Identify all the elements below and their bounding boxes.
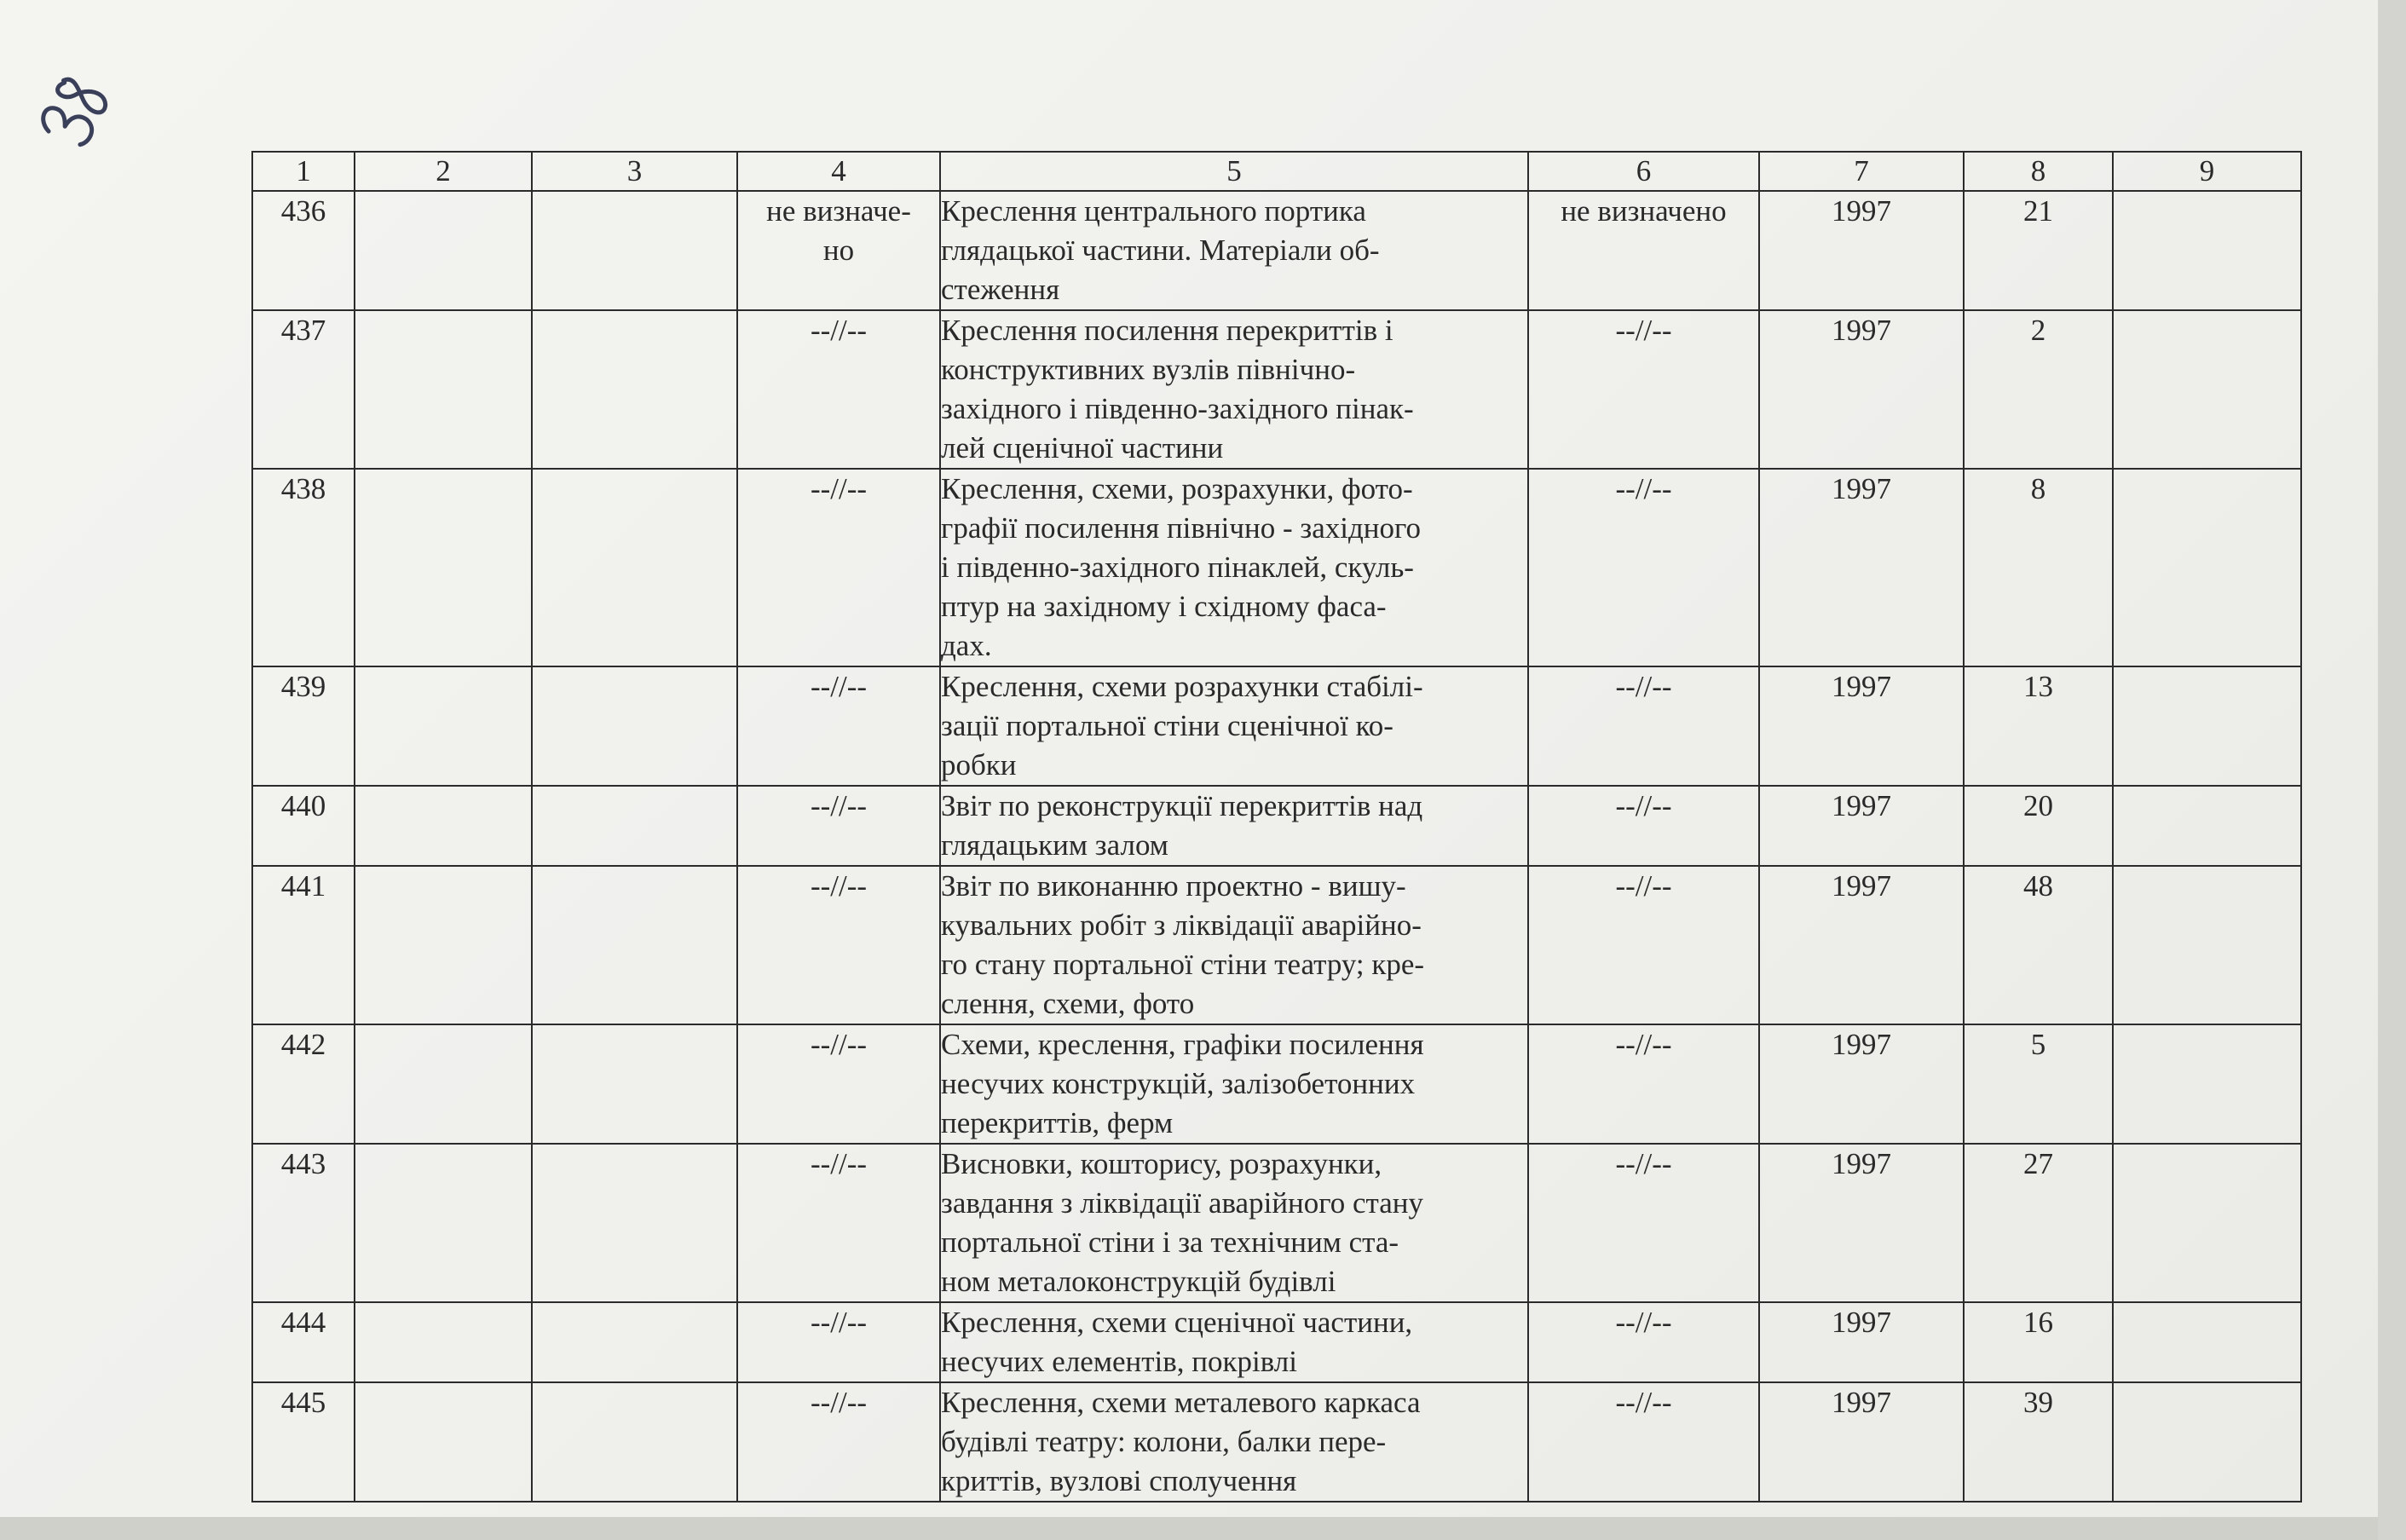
sheet-count: 48	[1964, 866, 2113, 1024]
notes-cell	[2113, 1382, 2301, 1502]
author-cell: --//--	[1528, 469, 1759, 666]
column-number-8: 8	[1964, 152, 2113, 191]
author-cell: --//--	[1528, 1302, 1759, 1382]
record-title: Звіт по виконанню проектно - вишу- кувальних робіт з ліквідації аварійно- го стану портальної стіни театру; кре- слення, схеми, фото	[940, 866, 1528, 1024]
empty-cell-col2	[355, 866, 532, 1024]
record-title: Креслення, схеми сценічної частини, несучих елементів, покрівлі	[940, 1302, 1528, 1382]
table-row	[252, 1382, 2301, 1502]
author-cell: --//--	[1528, 666, 1759, 786]
date-cell: --//--	[737, 1024, 940, 1144]
sheet-count: 21	[1964, 191, 2113, 310]
sheet-count: 39	[1964, 1382, 2113, 1502]
record-title: Висновки, кошторису, розрахунки, завдання з ліквідації аварійного стану портальної стіни і за технічним ста- ном металоконструкцій будівлі	[940, 1144, 1528, 1302]
sheet-count: 13	[1964, 666, 2113, 786]
date-cell: --//--	[737, 866, 940, 1024]
table-row	[252, 310, 2301, 469]
empty-cell-col2	[355, 1144, 532, 1302]
notes-cell	[2113, 786, 2301, 866]
empty-cell-col2	[355, 310, 532, 469]
empty-cell-col2	[355, 666, 532, 786]
record-number: 437	[252, 310, 355, 469]
record-title: Креслення, схеми металевого каркаса будівлі театру: колони, балки пере- криттів, вузлові сполучення	[940, 1382, 1528, 1502]
year-cell: 1997	[1759, 1302, 1964, 1382]
date-cell: --//--	[737, 666, 940, 786]
record-title: Креслення центрального портика глядацької частини. Матеріали об- стеження	[940, 191, 1528, 310]
empty-cell-col2	[355, 191, 532, 310]
date-cell: --//--	[737, 786, 940, 866]
date-cell: --//--	[737, 1382, 940, 1502]
author-cell: --//--	[1528, 1144, 1759, 1302]
column-number-9: 9	[2113, 152, 2301, 191]
record-number: 444	[252, 1302, 355, 1382]
notes-cell	[2113, 191, 2301, 310]
scan-background-bottom	[0, 1517, 2406, 1540]
empty-cell-col3	[532, 786, 737, 866]
date-cell: --//--	[737, 469, 940, 666]
empty-cell-col2	[355, 1024, 532, 1144]
column-number-2: 2	[355, 152, 532, 191]
empty-cell-col3	[532, 866, 737, 1024]
record-number: 443	[252, 1144, 355, 1302]
year-cell: 1997	[1759, 191, 1964, 310]
author-cell: --//--	[1528, 866, 1759, 1024]
record-title: Креслення, схеми розрахунки стабілі- зації портальної стіни сценічної ко- робки	[940, 666, 1528, 786]
record-number: 438	[252, 469, 355, 666]
author-cell: --//--	[1528, 1382, 1759, 1502]
sheet-count: 8	[1964, 469, 2113, 666]
record-title: Схеми, креслення, графіки посилення несучих конструкцій, залізобетонних перекриттів, ферм	[940, 1024, 1528, 1144]
sheet-count: 20	[1964, 786, 2113, 866]
column-number-6: 6	[1528, 152, 1759, 191]
notes-cell	[2113, 469, 2301, 666]
empty-cell-col3	[532, 666, 737, 786]
column-number-5: 5	[940, 152, 1528, 191]
notes-cell	[2113, 666, 2301, 786]
empty-cell-col2	[355, 1302, 532, 1382]
column-number-1: 1	[252, 152, 355, 191]
sheet-count: 2	[1964, 310, 2113, 469]
empty-cell-col3	[532, 1382, 737, 1502]
column-number-7: 7	[1759, 152, 1964, 191]
notes-cell	[2113, 310, 2301, 469]
sheet-count: 16	[1964, 1302, 2113, 1382]
empty-cell-col3	[532, 1024, 737, 1144]
year-cell: 1997	[1759, 1144, 1964, 1302]
record-title: Креслення посилення перекриттів і конструктивних вузлів північно- західного і південно-західного пінак- лей сценічної частини	[940, 310, 1528, 469]
table-row	[252, 666, 2301, 786]
year-cell: 1997	[1759, 469, 1964, 666]
empty-cell-col3	[532, 469, 737, 666]
empty-cell-col2	[355, 786, 532, 866]
table-row	[252, 191, 2301, 310]
year-cell: 1997	[1759, 1024, 1964, 1144]
notes-cell	[2113, 1024, 2301, 1144]
date-cell: --//--	[737, 1144, 940, 1302]
empty-cell-col2	[355, 1382, 532, 1502]
notes-cell	[2113, 1302, 2301, 1382]
empty-cell-col3	[532, 310, 737, 469]
table-row	[252, 469, 2301, 666]
year-cell: 1997	[1759, 666, 1964, 786]
table-row	[252, 1302, 2301, 1382]
date-cell: --//--	[737, 1302, 940, 1382]
column-number-4: 4	[737, 152, 940, 191]
table-row	[252, 1024, 2301, 1144]
register-body	[252, 191, 2301, 1502]
empty-cell-col3	[532, 1144, 737, 1302]
table-row	[252, 1144, 2301, 1302]
author-cell: не визначено	[1528, 191, 1759, 310]
record-number: 440	[252, 786, 355, 866]
table-row	[252, 786, 2301, 866]
record-number: 441	[252, 866, 355, 1024]
sheet-count: 5	[1964, 1024, 2113, 1144]
year-cell: 1997	[1759, 1382, 1964, 1502]
date-cell: --//--	[737, 310, 940, 469]
scan-background-right	[2378, 0, 2406, 1540]
author-cell: --//--	[1528, 786, 1759, 866]
year-cell: 1997	[1759, 866, 1964, 1024]
archive-register-table	[251, 151, 2302, 1503]
header-row	[252, 152, 2301, 191]
date-cell: не визначе- но	[737, 191, 940, 310]
empty-cell-col2	[355, 469, 532, 666]
record-title: Креслення, схеми, розрахунки, фото- графії посилення північно - західного і південно-західного пінаклей, скуль- птур на західному і східному фаса- дах.	[940, 469, 1528, 666]
column-number-3: 3	[532, 152, 737, 191]
column-number-header	[252, 152, 2301, 191]
record-number: 442	[252, 1024, 355, 1144]
table-row	[252, 866, 2301, 1024]
author-cell: --//--	[1528, 1024, 1759, 1144]
notes-cell	[2113, 866, 2301, 1024]
record-number: 445	[252, 1382, 355, 1502]
empty-cell-col3	[532, 191, 737, 310]
sheet-count: 27	[1964, 1144, 2113, 1302]
year-cell: 1997	[1759, 786, 1964, 866]
author-cell: --//--	[1528, 310, 1759, 469]
empty-cell-col3	[532, 1302, 737, 1382]
record-title: Звіт по реконструкції перекриттів над глядацьким залом	[940, 786, 1528, 866]
handwritten-folio-number	[34, 61, 111, 155]
year-cell: 1997	[1759, 310, 1964, 469]
record-number: 436	[252, 191, 355, 310]
record-number: 439	[252, 666, 355, 786]
notes-cell	[2113, 1144, 2301, 1302]
